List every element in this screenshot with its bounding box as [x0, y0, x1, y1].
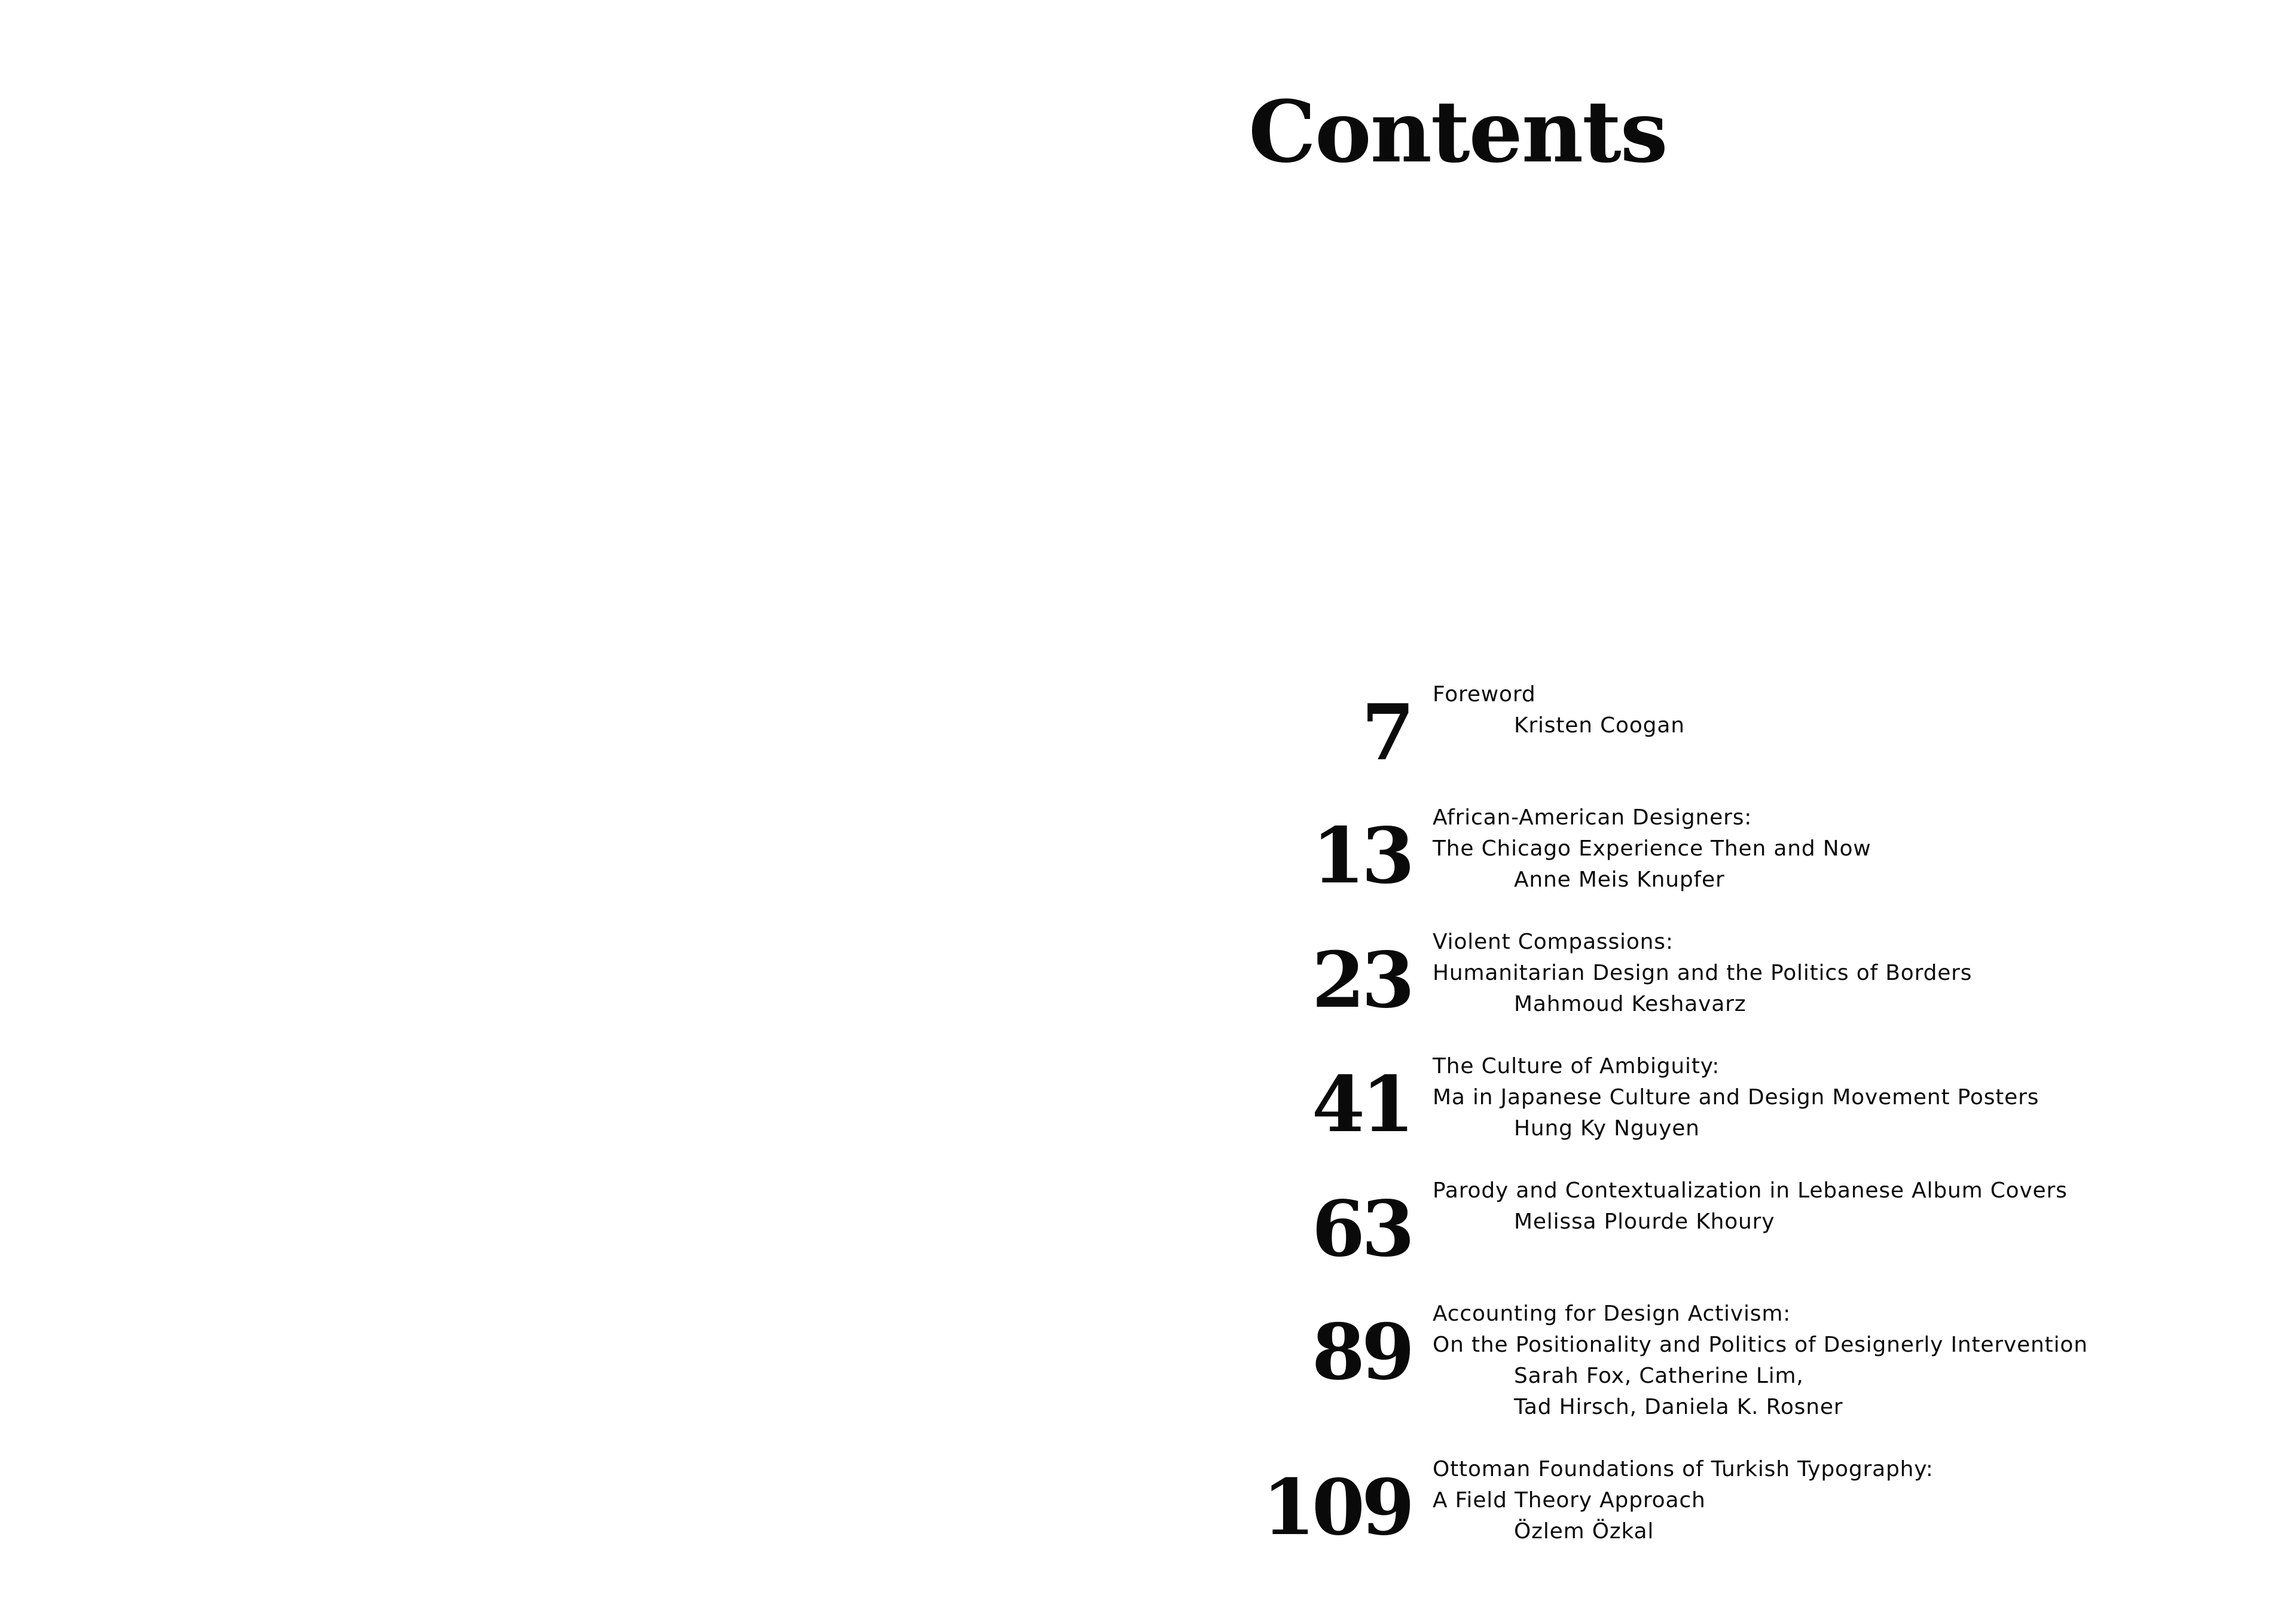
page-number: 7 — [1361, 688, 1411, 778]
entry-title-line: Ottoman Foundations of Turkish Typography: — [1433, 1457, 1934, 1481]
entry-author: Sarah Fox, Catherine Lim, — [1514, 1364, 1804, 1388]
entry-author: Özlem Özkal — [1514, 1519, 1654, 1544]
page-number: 89 — [1311, 1307, 1411, 1397]
entry-title-line: Humanitarian Design and the Politics of Borders — [1433, 961, 1973, 985]
page-number: 41 — [1311, 1060, 1411, 1150]
page-number: 63 — [1311, 1184, 1411, 1274]
page-number: 23 — [1311, 936, 1411, 1025]
entry-title-line: Ma in Japanese Culture and Design Movement Posters — [1433, 1085, 2039, 1110]
table-of-contents — [1196, 679, 2212, 1553]
entry-title-line: The Chicago Experience Then and Now — [1433, 836, 1871, 861]
entry-title-line: Violent Compassions: — [1433, 930, 1674, 954]
entry-text — [1417, 927, 1972, 1020]
entry-author: Mahmoud Keshavarz — [1514, 992, 1747, 1016]
toc-entry[interactable] — [1196, 927, 2212, 1025]
page-number: 13 — [1311, 811, 1411, 901]
entry-author: Tad Hirsch, Daniela K. Rosner — [1514, 1395, 1843, 1419]
toc-entry[interactable] — [1196, 679, 2212, 778]
entry-text — [1417, 679, 1685, 741]
entry-title-line: African-American Designers: — [1433, 805, 1752, 830]
page-number: 109 — [1262, 1463, 1411, 1553]
entry-title-line: The Culture of Ambiguity: — [1433, 1054, 1720, 1079]
entry-author: Anne Meis Knupfer — [1514, 867, 1725, 892]
entry-text — [1417, 1454, 1934, 1547]
toc-entry[interactable] — [1196, 1299, 2212, 1423]
entry-title-line: Foreword — [1433, 682, 1536, 707]
entry-title-line: A Field Theory Approach — [1433, 1488, 1706, 1513]
entry-title-line: Parody and Contextualization in Lebanese Album Covers — [1433, 1178, 2068, 1203]
entry-text — [1417, 1051, 2039, 1144]
toc-entry[interactable] — [1196, 1051, 2212, 1150]
page-title: Contents — [1248, 83, 1667, 182]
entry-title-line: Accounting for Design Activism: — [1433, 1302, 1791, 1326]
toc-entry[interactable] — [1196, 1454, 2212, 1553]
entry-text — [1417, 1175, 2068, 1238]
entry-author: Kristen Coogan — [1514, 713, 1685, 738]
entry-author: Hung Ky Nguyen — [1514, 1116, 1700, 1141]
entry-title-line: On the Positionality and Politics of Designerly Intervention — [1433, 1333, 2088, 1357]
entry-text — [1417, 802, 1871, 896]
toc-entry[interactable] — [1196, 802, 2212, 901]
entry-text — [1417, 1299, 2088, 1423]
toc-entry[interactable] — [1196, 1175, 2212, 1274]
entry-author: Melissa Plourde Khoury — [1514, 1209, 1775, 1234]
